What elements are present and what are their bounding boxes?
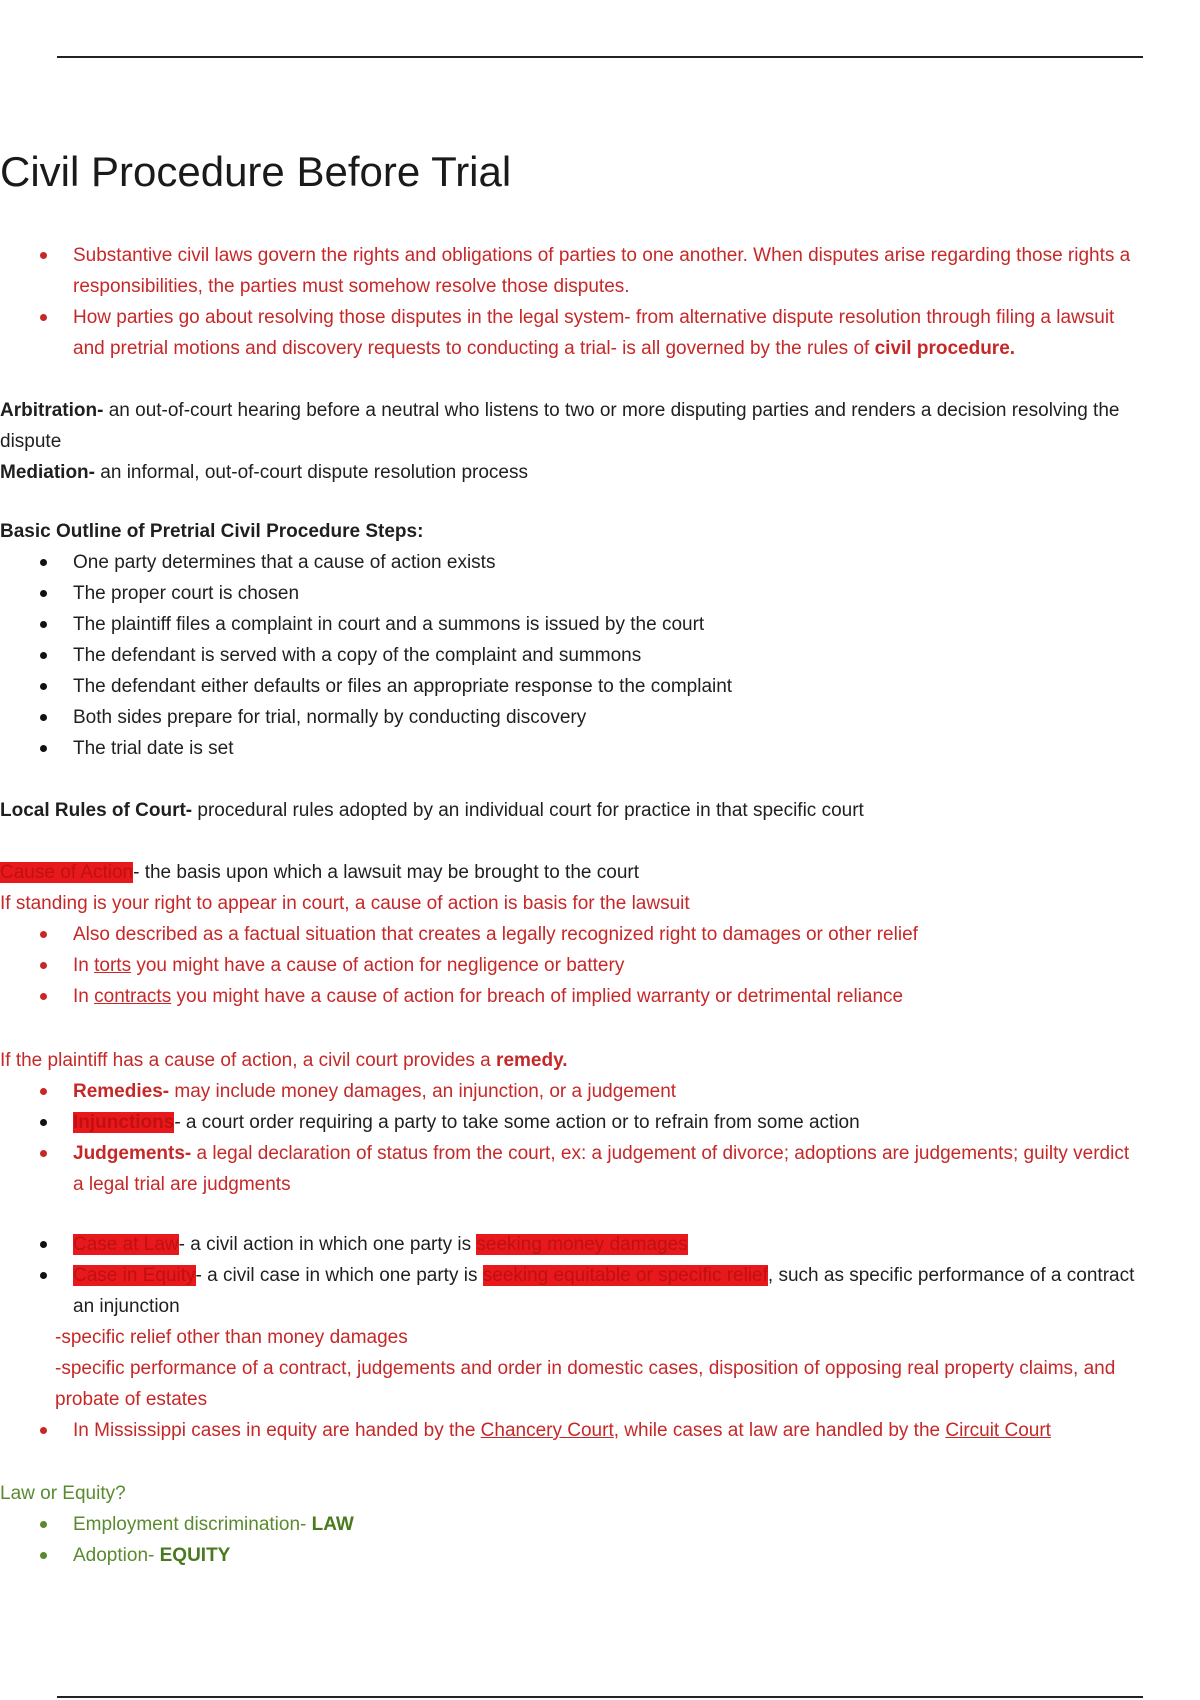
quiz-section (0, 1478, 354, 1571)
list-item: How parties go about resolving those disputes in the legal system- from alternative dispute resolution through filing a lawsuit and pretrial motions and discovery requests to conducting a trial- is all governed by the rules of civil procedure. (0, 302, 1130, 364)
cause-list (0, 919, 918, 1012)
list-item: The defendant is served with a copy of the complaint and summons (0, 640, 732, 671)
list-item: The proper court is chosen (0, 578, 732, 609)
highlighted-term: Injunctions (73, 1112, 175, 1133)
definitions-section: Arbitration- an out-of-court hearing before a neutral who listens to two or more disputing parties and renders a decision resolving the dispute Mediation- an informal, out-of-court dispute resolution process (0, 395, 1119, 488)
intro-list (0, 240, 1130, 364)
list-item: The defendant either defaults or files an appropriate response to the complaint (0, 671, 732, 702)
list-item: Injunctions- a court order requiring a party to take some action or to refrain from some action (0, 1107, 1129, 1138)
law-equity-section: Case at Law- a civil action in which one party is seeking money damages Case in Equity- a civil case in which one party is seeking equitable or specific relief, such as specific performance of a contract an injunction -specific relief other than money damages -specific performance of a contract, judgements and order in domestic cases, disposition of opposing real property claims, and probate of estates In Mississippi cases in equity are handed by the Chancery Court, while cases at law are handled by the Circuit Court (0, 1229, 1134, 1446)
list-item: Both sides prepare for trial, normally by conducting discovery (0, 702, 732, 733)
outline-heading: Basic Outline of Pretrial Civil Procedure Steps: (0, 521, 424, 542)
list-item: One party determines that a cause of action exists (0, 547, 732, 578)
intro-section (0, 240, 1130, 364)
cause-of-action-section: Cause of Action- the basis upon which a lawsuit may be brought to the court If standing is your right to appear in court, a cause of action is basis for the lawsuit Also described as a factual situation that creates a legally recognized right to damages or other relief In torts you might have a cause of action for negligence or battery In contracts you might have a cause of action for breach of implied warranty or detrimental reliance (0, 857, 918, 1012)
remedy-list (0, 1076, 1129, 1200)
arbitration-definition: Arbitration- an out-of-court hearing before a neutral who listens to two or more disputing parties and renders a decision resolving the (0, 400, 1120, 421)
quiz-list (0, 1509, 354, 1571)
list-item: Substantive civil laws govern the rights and obligations of parties to one another. When disputes arise regarding those rights a responsibilities, the parties must somehow resolve those disputes. (0, 240, 1130, 302)
local-rules-definition: Local Rules of Court- procedural rules adopted by an individual court for practice in that specific court (0, 800, 864, 821)
highlighted-term: Case in Equity (73, 1265, 196, 1286)
list-item: In Mississippi cases in equity are handed by the Chancery Court, while cases at law are handled by the Circuit Court (0, 1415, 1134, 1446)
outline-list (0, 547, 732, 764)
footer-rule (57, 1696, 1143, 1698)
law-equity-list (0, 1229, 1134, 1322)
list-item: The trial date is set (0, 733, 732, 764)
remedy-section: If the plaintiff has a cause of action, a civil court provides a remedy. Remedies- may include money damages, an injunction, or a judgement Injunctions- a court order requiring a party to take some action or to refrain from some action Judgements- a legal declaration of status from the court, ex: a judgement of divorce; adoptions are judgements; guilty verdict a legal trial are judgments (0, 1045, 1129, 1200)
list-item: Remedies- may include money damages, an injunction, or a judgement (0, 1076, 1129, 1107)
list-item: Adoption- EQUITY (0, 1540, 354, 1571)
list-item: Employment discrimination- LAW (0, 1509, 354, 1540)
list-item: Case at Law- a civil action in which one party is seeking money damages (0, 1229, 1134, 1260)
list-item: Judgements- a legal declaration of status from the court, ex: a judgement of divorce; adoptions are judgements; guilty verdict a legal trial are judgments (0, 1138, 1129, 1200)
list-item: In contracts you might have a cause of action for breach of implied warranty or detrimental reliance (0, 981, 918, 1012)
page-title: Civil Procedure Before Trial (0, 148, 512, 195)
outline-section (0, 516, 732, 764)
mediation-definition: Mediation- an informal, out-of-court dispute resolution process (0, 462, 528, 483)
quiz-heading: Law or Equity? (0, 1483, 126, 1504)
list-item: Case in Equity- a civil case in which one party is seeking equitable or specific relief, such as specific performance of a contract an injunction (0, 1260, 1134, 1322)
list-item: In torts you might have a cause of action for negligence or battery (0, 950, 918, 981)
highlighted-term: Case at Law (73, 1234, 179, 1255)
highlighted-term: Cause of Action (0, 862, 134, 883)
list-item: Also described as a factual situation that creates a legally recognized right to damages or other relief (0, 919, 918, 950)
list-item: The plaintiff files a complaint in court and a summons is issued by the court (0, 609, 732, 640)
